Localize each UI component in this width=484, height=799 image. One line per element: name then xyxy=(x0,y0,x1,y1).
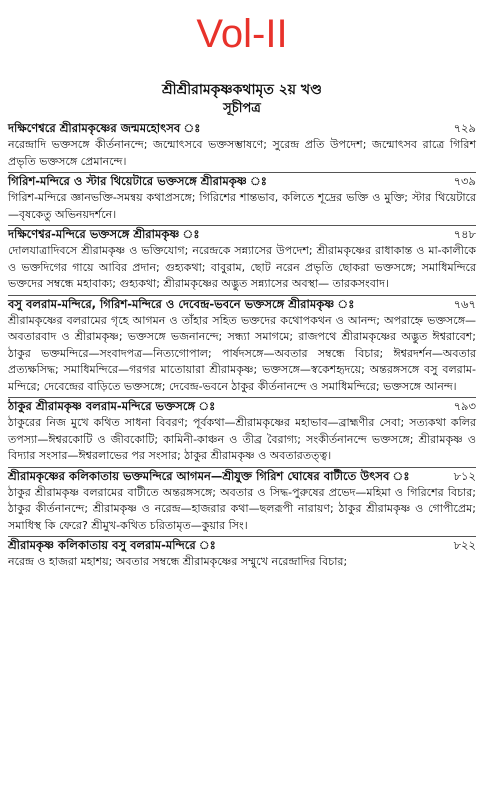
section-title: গিরিশ-মন্দিরে ও স্টার থিয়েটারে ভক্তসঙ্গে শ্রীরামকৃষ্ণ ঃ xyxy=(8,174,267,188)
section-page-number: ৭৪৮ xyxy=(453,227,476,241)
toc-section xyxy=(8,172,476,223)
toc-section xyxy=(8,536,476,571)
section-contents: নরেন্দ্রাদি ভক্তসঙ্গে কীর্তনানন্দে; জন্মোৎসবে ভক্তসম্ভাষণে; সুরেন্দ্র প্রতি উপদেশ; জন্মোৎসব রাত্রে গিরিশ প্রভৃতি ভক্তসঙ্গে প্রেমানন্দে। xyxy=(8,138,476,168)
section-heading xyxy=(8,226,476,243)
section-title: শ্রীরামকৃষ্ণ কলিকাতায় বসু বলরাম-মন্দিরে ঃ xyxy=(8,538,216,552)
toc-heading: সূচীপত্র xyxy=(223,101,261,116)
section-heading xyxy=(8,398,476,415)
section-page-number: ৭৯৩ xyxy=(453,399,476,413)
section-title: দক্ষিণেশ্বরে শ্রীরামকৃষ্ণের জন্মমহোৎসব ঃ xyxy=(8,121,201,135)
section-title: দক্ষিণেশ্বর-মন্দিরে ভক্তসঙ্গে শ্রীরামকৃষ্ণ ঃ xyxy=(8,227,200,241)
section-page-number: ৭৬৭ xyxy=(453,296,476,311)
book-title: শ্রীশ্রীরামকৃষ্ণকথামৃত ২য় খণ্ড xyxy=(162,82,322,98)
section-page-number: ৮১২ xyxy=(453,468,476,483)
toc-section xyxy=(8,295,476,396)
toc-section xyxy=(8,397,476,465)
section-heading xyxy=(8,173,476,190)
volume-label: Vol-II xyxy=(196,12,288,56)
section-title: ঠাকুর শ্রীরামকৃষ্ণ বলরাম-মন্দিরে ভক্তসঙ্গে ঃ xyxy=(8,399,216,413)
toc-section xyxy=(8,467,476,535)
section-heading xyxy=(8,537,476,554)
section-title: বসু বলরাম-মন্দিরে, গিরিশ-মন্দিরে ও দেবেন্দ্র-ভবনে ভক্তসঙ্গে শ্রীরামকৃষ্ণ ঃ xyxy=(8,296,355,311)
section-page-number: ৮২২ xyxy=(453,538,476,552)
section-contents: গিরিশ-মন্দিরে জ্ঞানভক্তি-সমন্বয় কথাপ্রসঙ্গে; গিরিশের শান্তভাব, কলিতে শূদ্রের ভক্তি ও মুক্তি; স্টার থিয়েটারে—বৃষকেতু অভিনয়দর্শনে। xyxy=(8,191,476,221)
section-title: শ্রীরামকৃষ্ণের কলিকাতায় ভক্তমন্দিরে আগমন—শ্রীযুক্ত গিরিশ ঘোষের বাটীতে উৎসব ঃ xyxy=(8,468,410,483)
section-page-number: ৭৩৯ xyxy=(453,174,476,188)
section-heading xyxy=(8,296,476,313)
section-heading xyxy=(8,120,476,137)
section-contents: শ্রীরামকৃষ্ণের বলরামের গৃহে আগমন ও তাঁহার সহিত ভক্তদের কথোপকথন ও আনন্দ; অপরাহ্নে ভক্তসঙ্গে—অবতারবাদ ও শ্রীরামকৃষ্ণ; ভক্তসঙ্গে ভজনানন্দে; সন্ধ্যা সমাগমে; রাজপথে শ্রীরামকৃষ্ণের অদ্ভুত ঈশ্বরাবেশ; ঠাকুর ভক্তমন্দিরে—সংবাদপত্র—নিত্যগোপাল; পার্ষদসঙ্গে—অবতার সম্বন্ধে বিচার; ঈশ্বরদর্শন—অবতার প্রত্যক্ষসিদ্ধ; সমাধিমন্দিরে—গরগর মাতোয়ারা শ্রীরামকৃষ্ণ; ভক্তসঙ্গে—স্বকেশহৃদয়ে; অন্তরঙ্গসঙ্গে বসু বলরাম-মন্দিরে; দেবেন্দ্রের বাড়িতে ভক্তসঙ্গে; দেবেন্দ্র-ভবনে ঠাকুর কীর্তনানন্দে ও সমাধিমন্দিরে; ভক্তসঙ্গে আনন্দ। xyxy=(8,313,476,393)
toc-section xyxy=(8,120,476,170)
section-contents: ঠাকুর শ্রীরামকৃষ্ণ বলরামের বাটীতে অন্তরঙ্গসঙ্গে; অবতার ও সিদ্ধ-পুরুষের প্রভেদ—মহিমা ও গিরিশের বিচার; ঠাকুর কীর্তনানন্দে; শ্রীরামকৃষ্ণ ও নরেন্দ্র—হাজরার কথা—ছলরূপী নারায়ণ; ঠাকুর শ্রীরামকৃষ্ণ ও গোপীপ্রেম; সমাধিস্থ কি ফেরে? শ্রীমুখ-কথিত চরিতামৃত—কুয়ার সিং। xyxy=(8,485,476,532)
toc-section xyxy=(8,225,476,293)
section-heading xyxy=(8,468,476,485)
section-contents: ঠাকুরের নিজ মুখে কথিত সাধনা বিবরণ; পূর্বকথা—শ্রীরামকৃষ্ণের মহাভাব—ব্রাহ্মণীর সেবা; সত্যকথা কলির তপস্যা—ঈশ্বরকোটি ও জীবকোটি; কামিনী-কাঞ্চন ও তীব্র বৈরাগ্য; সংকীর্তনানন্দে ভক্তসঙ্গে; শ্রীরামকৃষ্ণ ও বিদ্যার সংসার—ঈশ্বরলাভের পর সংসার; ঠাকুর শ্রীরামকৃষ্ণ ও অবতারতত্ত্ব। xyxy=(8,416,476,462)
section-contents: দোলযাত্রাদিবসে শ্রীরামকৃষ্ণ ও ভক্তিযোগ; নরেন্দ্রকে সন্ন্যাসের উপদেশ; শ্রীরামকৃষ্ণের রাধাকান্ত ও মা-কালীকে ও ভক্তদিগের গায়ে আবির প্রদান; গুহ্যকথা; বাবুরাম, ছোট নরেন প্রভৃতি ছোকরা ভক্তসঙ্গে; সমাধিমন্দিরে ভক্তদের সম্বন্ধে মহাবাক্য; গুহ্যকথা; শ্রীরামকৃষ্ণের অদ্ভুত সন্ন্যাসের অবস্থা— তারকসংবাদ। xyxy=(8,244,476,290)
table-of-contents xyxy=(8,120,476,571)
section-contents: নরেন্দ্র ও হাজরা মহাশয়; অবতার সম্বন্ধে শ্রীরামকৃষ্ণের সম্মুখে নরেন্দ্রাদির বিচার; xyxy=(8,555,348,568)
section-page-number: ৭২৯ xyxy=(453,121,476,135)
